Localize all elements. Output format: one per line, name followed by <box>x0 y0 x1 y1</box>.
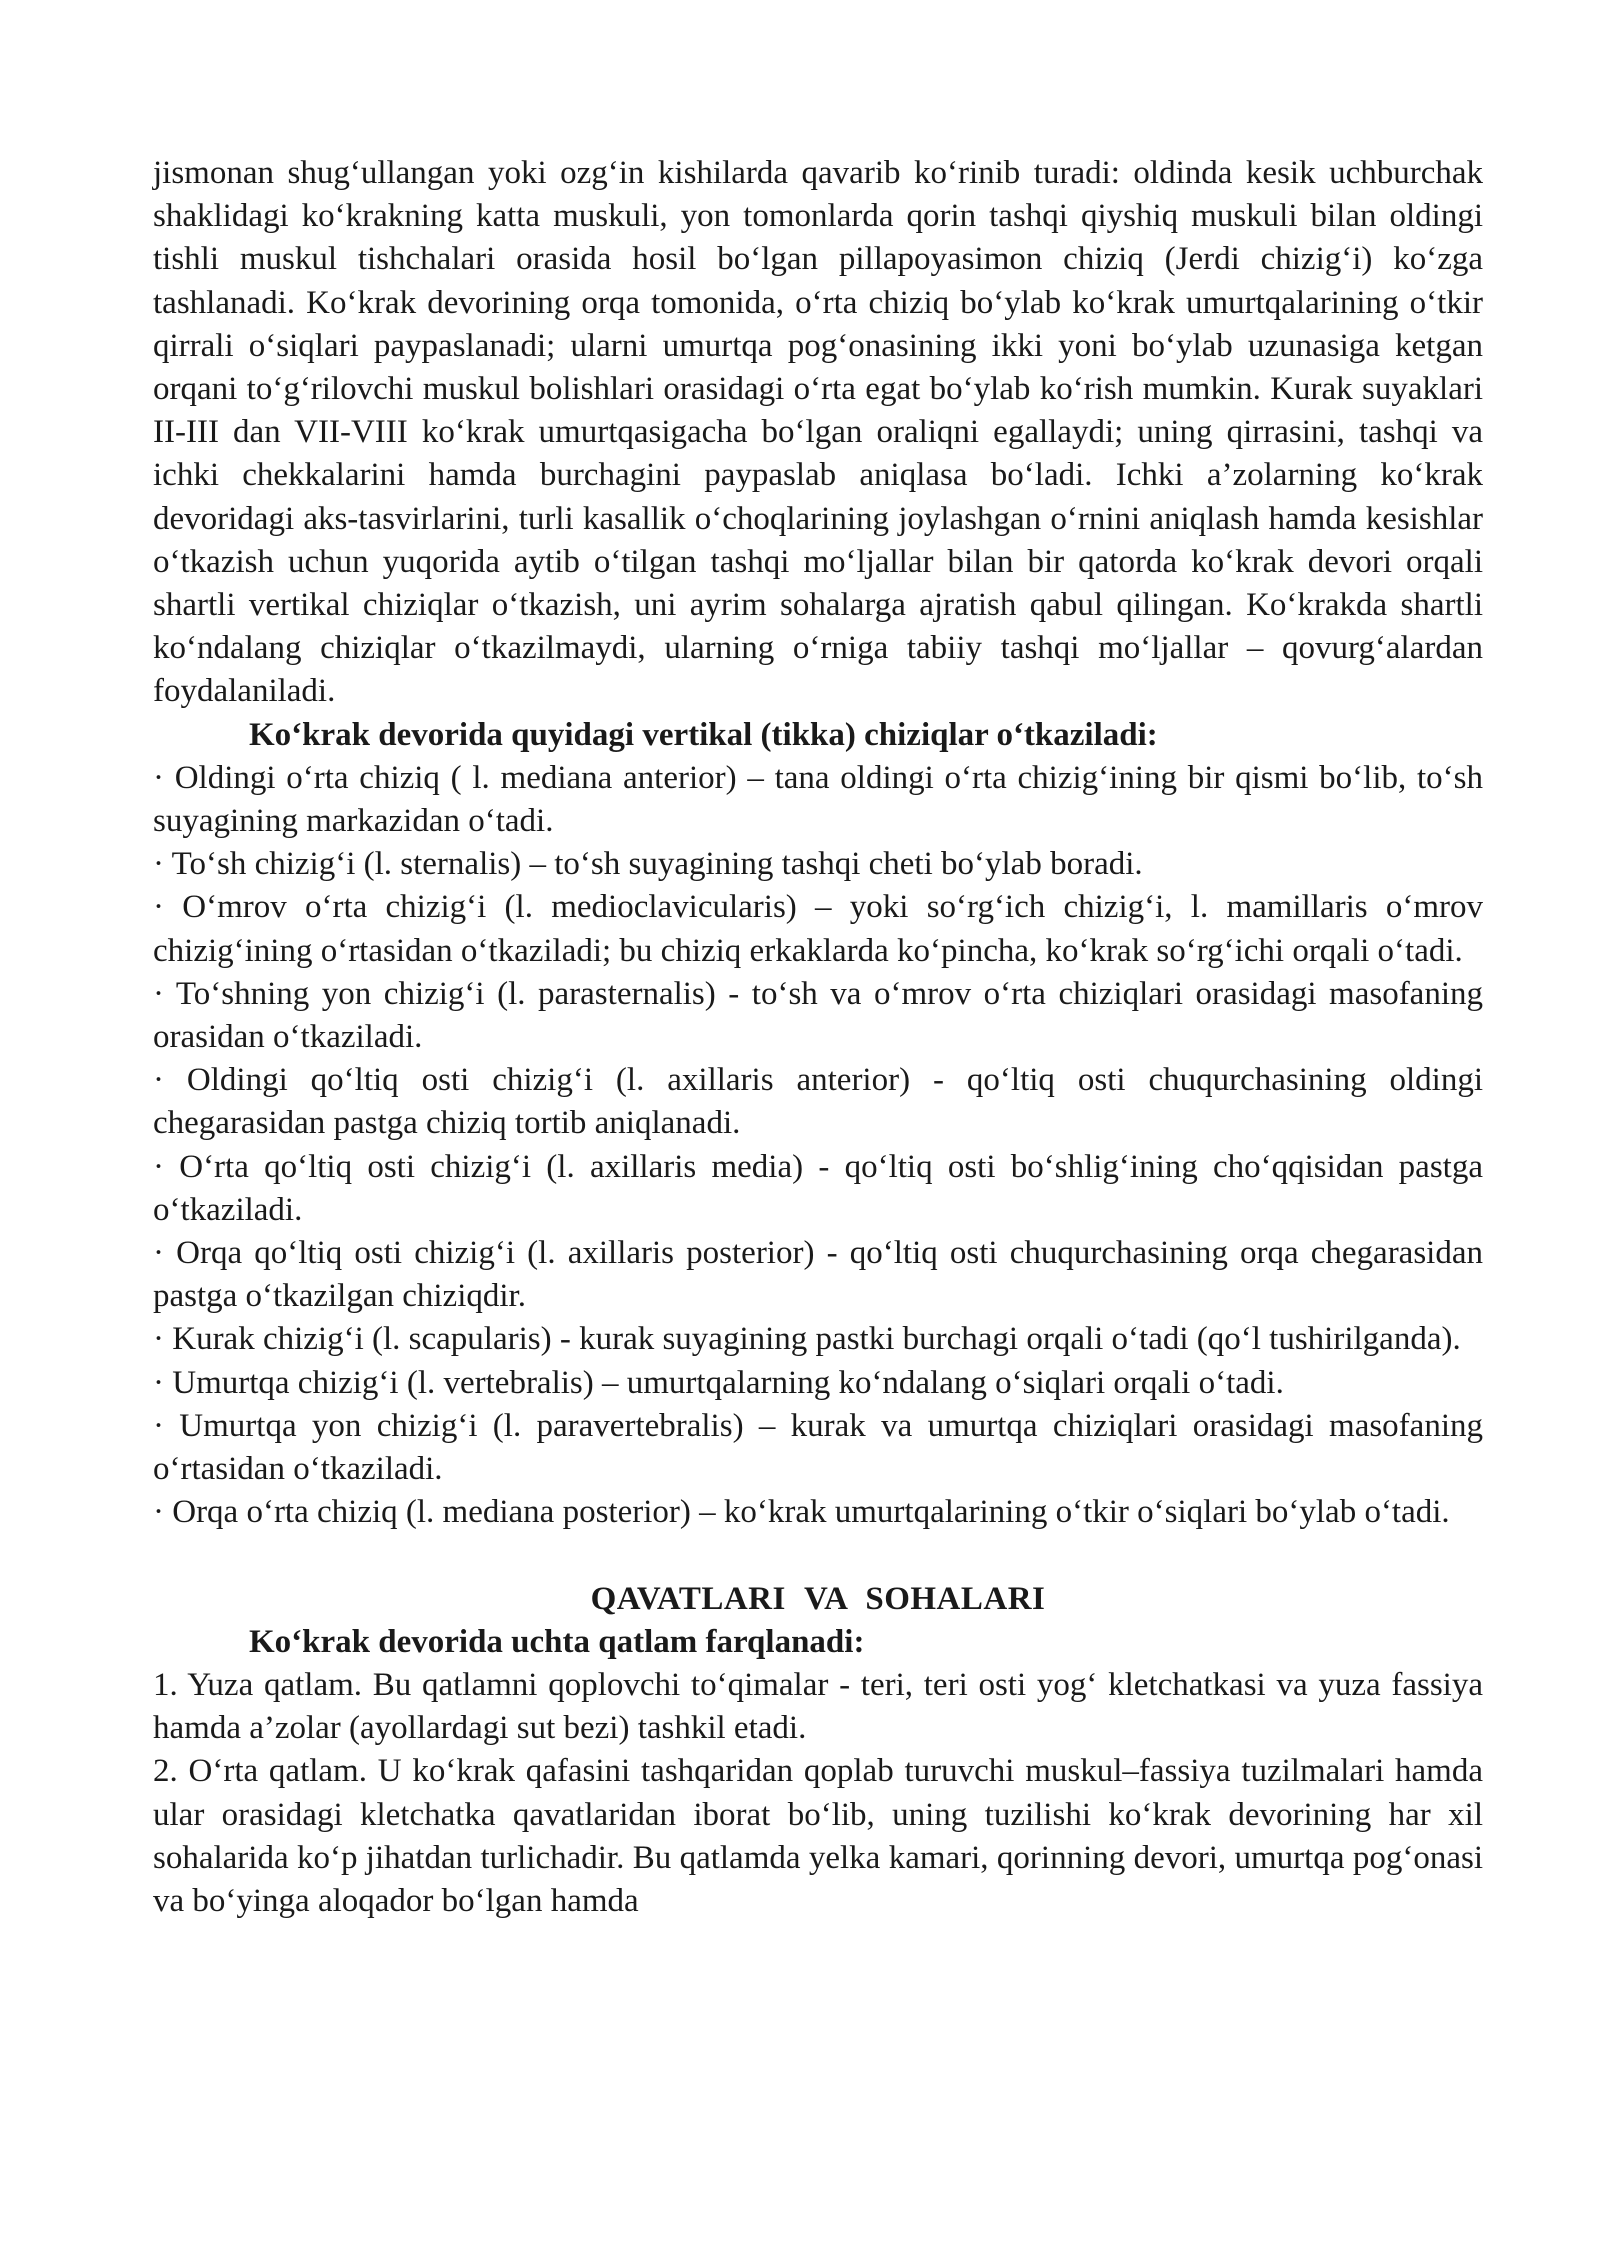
line-item-axillaris-media: · O‘rta qo‘ltiq osti chizig‘i (l. axillaris media) - qo‘ltiq osti bo‘shlig‘ining cho‘qqisidan pastga o‘tkaziladi. <box>153 1148 1483 1228</box>
line-item-mediana-posterior: · Orqa o‘rta chiziq (l. mediana posterior) – ko‘krak umurtqalarining o‘tkir o‘siqlari bo‘ylab o‘tadi. <box>153 1494 1450 1531</box>
line-item-vertebralis: · Umurtqa chizig‘i (l. vertebralis) – umurtqalarning ko‘ndalang o‘siqlari orqali o‘tadi. <box>153 1364 1284 1401</box>
document-page <box>153 152 1483 1923</box>
section-title: QAVATLARI VA SOHALARI <box>590 1580 1046 1617</box>
line-item-paravertebralis: · Umurtqa yon chizig‘i (l. paravertebralis) – kurak va umurtqa chiziqlari orasidagi masofaning o‘rtasidan o‘tkaziladi. <box>153 1407 1483 1488</box>
line-item-axillaris-posterior: · Orqa qo‘ltiq osti chizig‘i (l. axillaris posterior) - qo‘ltiq osti chuqurchasining orqa chegarasidan pastga o‘tkazilgan chiziqdir. <box>153 1235 1483 1315</box>
line-item-mediana-anterior: · Oldingi o‘rta chiziq ( l. mediana anterior) – tana oldingi o‘rta chizig‘ining bir qismi bo‘lib, to‘sh suyagining markazidan o‘tadi. <box>153 759 1483 840</box>
layer-item-surface: 1. Yuza qatlam. Bu qatlamni qoplovchi to‘qimalar - teri, teri osti yog‘ kletchatkasi va yuza fassiya hamda a’zolar (ayollardagi sut bezi) tashkil etadi. <box>153 1666 1483 1747</box>
vertical-lines-heading: Ko‘krak devorida quyidagi vertikal (tikka) chiziqlar o‘tkaziladi: <box>249 716 1158 753</box>
intro-paragraph: jismonan shug‘ullangan yoki ozg‘in kishilarda qavarib ko‘rinib turadi: oldinda kesik uchburchak shaklidagi ko‘krakning katta muskuli, yon tomonlarda qorin tashqi qiyshiq muskuli bilan oldingi tishli muskul tishchalari orasida hosil bo‘lgan pillapoyasimon chiziq (Jerdi chizig‘i) ko‘zga tashlanadi. Ko‘krak devorining orqa tomonida, o‘rta chiziq bo‘ylab ko‘krak umurtqalarining o‘tkir qirrali o‘siqlari paypaslanadi; ularni umurtqa pog‘onasining ikki yoni bo‘ylab uzunasiga ketgan orqani to‘g‘rilovchi muskul bolishlari orasidagi o‘rta egat bo‘ylab ko‘rish mumkin. Kurak suyaklari II-III dan VII-VIII ko‘krak umurtqasigacha bo‘lgan oraliqni egallaydi; uning qirrasini, tashqi va ichki chekkalarini hamda burchagini paypaslab aniqlasa bo‘ladi. Ichki a’zolarning ko‘krak devoridagi aks-tasvirlarini, turli kasallik o‘choqlarining joylashgan o‘rnini aniqlash hamda kesishlar o‘tkazish uchun yuqorida aytib o‘tilgan tashqi mo‘ljallar bilan bir qatorda ko‘krak devori orqali shartli vertikal chiziqlar o‘tkazish, uni ayrim sohalarga ajratish qabul qilingan. Ko‘krakda shartli ko‘ndalang chiziqlar o‘tkazilmaydi, ularning o‘rniga tabiiy tashqi mo‘ljallar – qovurg‘alardan foydalaniladi. <box>153 155 1483 710</box>
line-item-sternalis: · To‘sh chizig‘i (l. sternalis) – to‘sh suyagining tashqi cheti bo‘ylab boradi. <box>153 846 1143 883</box>
line-item-scapularis: · Kurak chizig‘i (l. scapularis) - kurak suyagining pastki burchagi orqali o‘tadi (qo‘l tushirilganda). <box>153 1321 1461 1358</box>
layers-heading: Ko‘krak devorida uchta qatlam farqlanadi: <box>249 1623 865 1660</box>
line-item-medioclavicularis: · O‘mrov o‘rta chizig‘i (l. medioclavicularis) – yoki so‘rg‘ich chizig‘i, l. mamillaris o‘mrov chizig‘ining o‘rtasidan o‘tkaziladi; bu chiziq erkaklarda ko‘pincha, ko‘krak so‘rg‘ichi orqali o‘tadi. <box>153 889 1483 969</box>
layer-item-middle: 2. O‘rta qatlam. U ko‘krak qafasini tashqaridan qoplab turuvchi muskul–fassiya tuzilmalari hamda ular orasidagi kletchatka qavatlaridan iborat bo‘lib, uning tuzilishi ko‘krak devorining har xil sohalarida ko‘p jihatdan turlichadir. Bu qatlamda yelka kamari, qorinning devori, umurtqa pog‘onasi va bo‘yinga aloqador bo‘lgan hamda <box>153 1753 1483 1919</box>
line-item-parasternalis: · To‘shning yon chizig‘i (l. parasternalis) - to‘sh va o‘mrov o‘rta chiziqlari orasidagi masofaning orasidan o‘tkaziladi. <box>153 975 1483 1056</box>
line-item-axillaris-anterior: · Oldingi qo‘ltiq osti chizig‘i (l. axillaris anterior) - qo‘ltiq osti chuqurchasining oldingi chegarasidan pastga chiziq tortib aniqlanadi. <box>153 1062 1483 1142</box>
